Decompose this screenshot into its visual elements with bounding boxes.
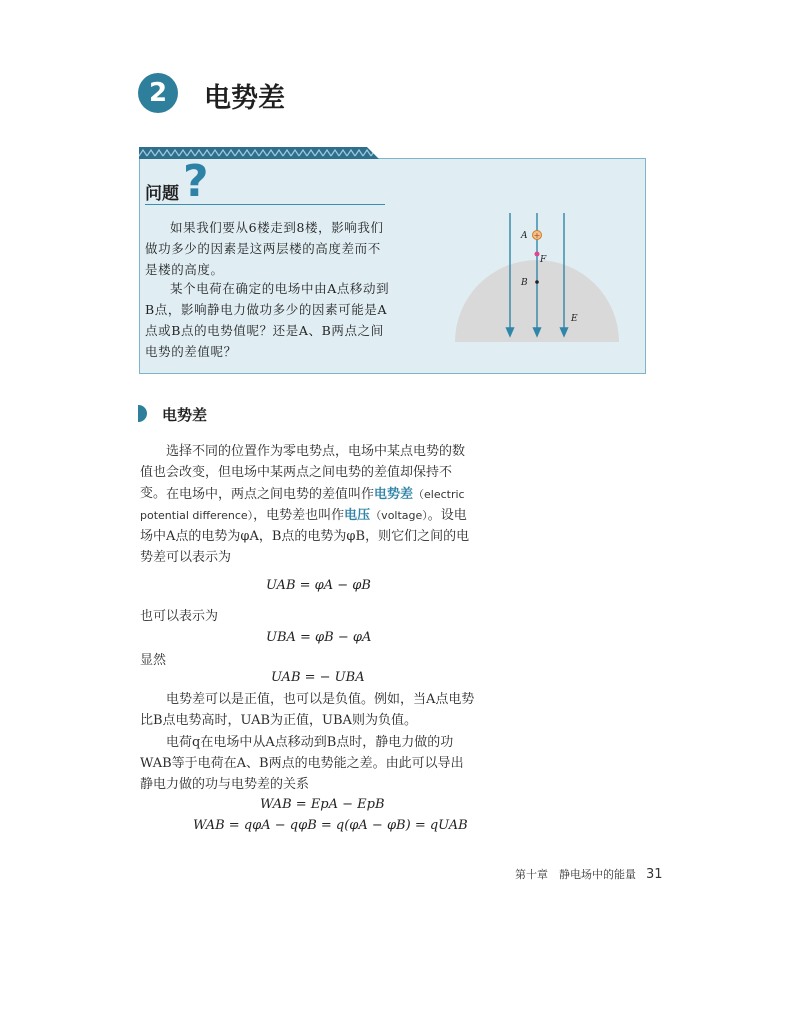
- question-paragraph-1: 如果我们要从6楼走到8楼，影响我们做功多少的因素是这两层楼的高度差而不是楼的高度。: [145, 220, 384, 277]
- force-dot: [535, 252, 540, 257]
- p2-text-b: ，电势差也叫作: [253, 508, 345, 523]
- body-paragraph-4: 电荷q在电场中从A点移动到B点时，静电力做的功WAB等于电荷在A、B两点的电势能之差。由此可以导出静电力做的功与电势差的关系: [140, 735, 464, 792]
- subsection-marker: [138, 405, 147, 422]
- label-a: A: [521, 231, 528, 241]
- text-also-expressed: 也可以表示为: [140, 609, 219, 624]
- question-label: 问题: [145, 184, 179, 204]
- section-number-badge: 2: [138, 73, 178, 113]
- term-voltage: 电压: [344, 508, 371, 523]
- body-paragraph-2: [140, 484, 475, 568]
- electric-field-figure: [452, 205, 622, 345]
- page-footer: [515, 866, 663, 882]
- question-paragraph-2: 某个电荷在确定的电场中由A点移动到B点，影响静电力做功多少的因素可能是A点或B点的电势值呢？还是A、B两点之间电势的差值呢？: [145, 281, 390, 359]
- body-paragraph-1: 选择不同的位置作为零电势点，电场中某点电势的数值也会改变，但电场中某两点之间电势的差值却保持不变。: [140, 444, 466, 501]
- footer-chapter: 第十章 静电场中的能量: [515, 868, 636, 881]
- term-en-voltage: （voltage）: [370, 509, 428, 522]
- body-paragraph-3: 电势差可以是正值，也可以是负值。例如，当A点电势比B点电势高时，UAB为正值，UBA则为负值。: [140, 692, 475, 728]
- question-mark-icon: ?: [183, 156, 209, 207]
- formula-uba: UBA = φB − φA: [266, 630, 372, 645]
- question-divider: [145, 204, 385, 205]
- label-e: E: [571, 314, 578, 324]
- subsection-title: 电势差: [162, 406, 208, 424]
- p2-text-c: 。设电场中A点的电势为φA，B点的电势为φB，则它们之间的电势差可以表示为: [140, 508, 470, 565]
- formula-work-voltage: WAB = qφA − qφB = q(φA − φB) = qUAB: [193, 818, 468, 833]
- formula-uab-negative: UAB = − UBA: [271, 670, 365, 685]
- label-b: B: [521, 278, 528, 288]
- formula-work-energy: WAB = EpA − EpB: [260, 797, 385, 812]
- term-en-potential-difference: （electric potential difference）: [140, 488, 465, 522]
- label-f: F: [540, 255, 547, 265]
- term-potential-difference: 电势差: [374, 487, 414, 502]
- text-obviously: 显然: [140, 653, 167, 668]
- formula-uab: UAB = φA − φB: [266, 578, 371, 593]
- question-box-tab-pattern: [139, 147, 379, 159]
- page-number: 31: [646, 867, 663, 882]
- point-b-dot: [535, 280, 539, 284]
- p2-text-a: 在电场中，两点之间电势的差值叫作: [166, 487, 375, 502]
- charge-sign: +: [533, 231, 541, 240]
- page-title: 电势差: [204, 83, 285, 114]
